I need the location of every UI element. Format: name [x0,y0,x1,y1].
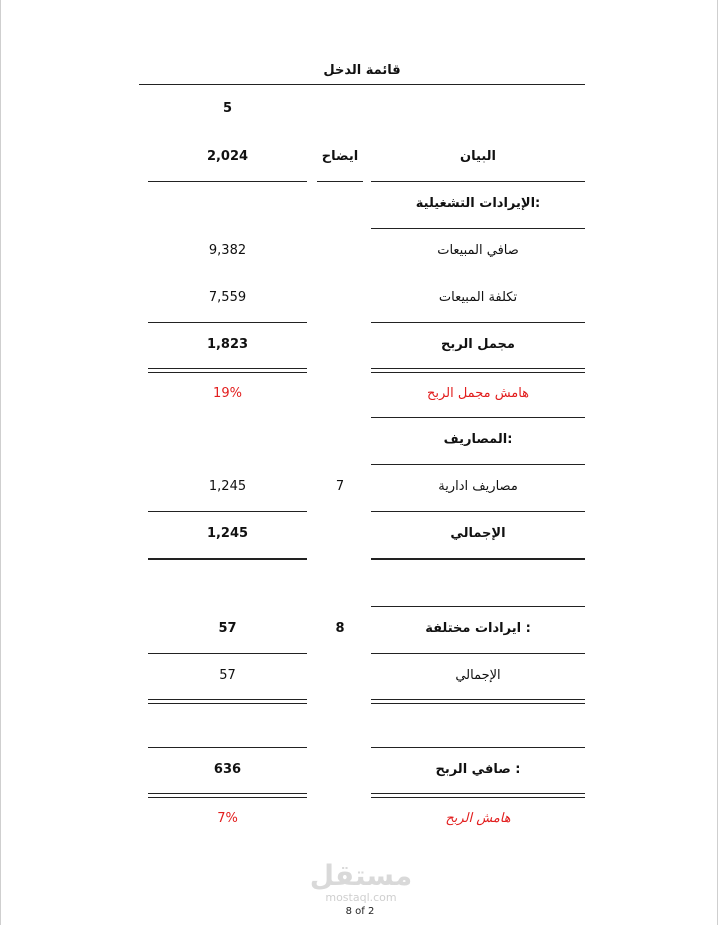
row-gross-profit-amount: 1,823 [206,337,249,352]
rule [317,181,363,182]
row-admin-expenses-note: 7 [335,479,345,494]
row-gross-margin-label: هامش مجمل الربح [426,386,530,401]
logo-latin-text: mostaql.com [325,891,397,904]
row-admin-expenses-amount: 1,245 [208,479,247,494]
row-other-total-label: الإجمالي [455,668,501,683]
row-other-revenue-label: ايرادات مختلفة : [425,621,531,636]
logo-arabic-text: مستقل [309,859,413,892]
row-cost-of-sales-amount: 7,559 [208,290,247,305]
row-net-sales-label: صافي المبيعات [437,243,519,258]
rule [148,558,307,560]
row-expenses-label: المصاريف: [443,432,513,447]
row-cost-of-sales-label: تكلفة المبيعات [438,290,518,305]
row-admin-expenses-label: مصاريف ادارية [438,479,518,494]
row-net-profit-label: صافي الربح : [435,762,521,777]
row-net-margin-label: هامش الربح [445,811,511,826]
statement-title: قائمة الدخل [139,58,585,85]
row-other-revenue-note: 8 [335,621,345,636]
header-label-column: البيان [460,149,496,164]
row-other-total-amount: 57 [219,668,236,683]
double-rule [371,699,585,704]
page-number: 8 of 2 [345,906,375,917]
mostaql-logo [301,860,421,904]
rule [371,558,585,560]
row-expenses-total-amount: 1,245 [206,526,249,541]
header-amount-column: 2,024 [206,149,249,164]
row-gross-profit-label: مجمل الربح [441,337,515,352]
row-other-revenue-amount: 57 [218,621,237,636]
rule [148,181,307,182]
row-net-margin-amount: 7% [217,811,238,826]
double-rule [148,699,307,704]
row-net-profit-amount: 636 [213,762,242,777]
row-expenses-total-label: الإجمالي [450,526,506,541]
row-operating-revenue-label: الإيرادات التشغيلية: [415,196,541,211]
row-net-sales-amount: 9,382 [208,243,247,258]
header-year-top: 5 [222,101,233,116]
row-gross-margin-amount: 19% [213,386,242,401]
header-note-column: ايضاح [321,149,359,164]
